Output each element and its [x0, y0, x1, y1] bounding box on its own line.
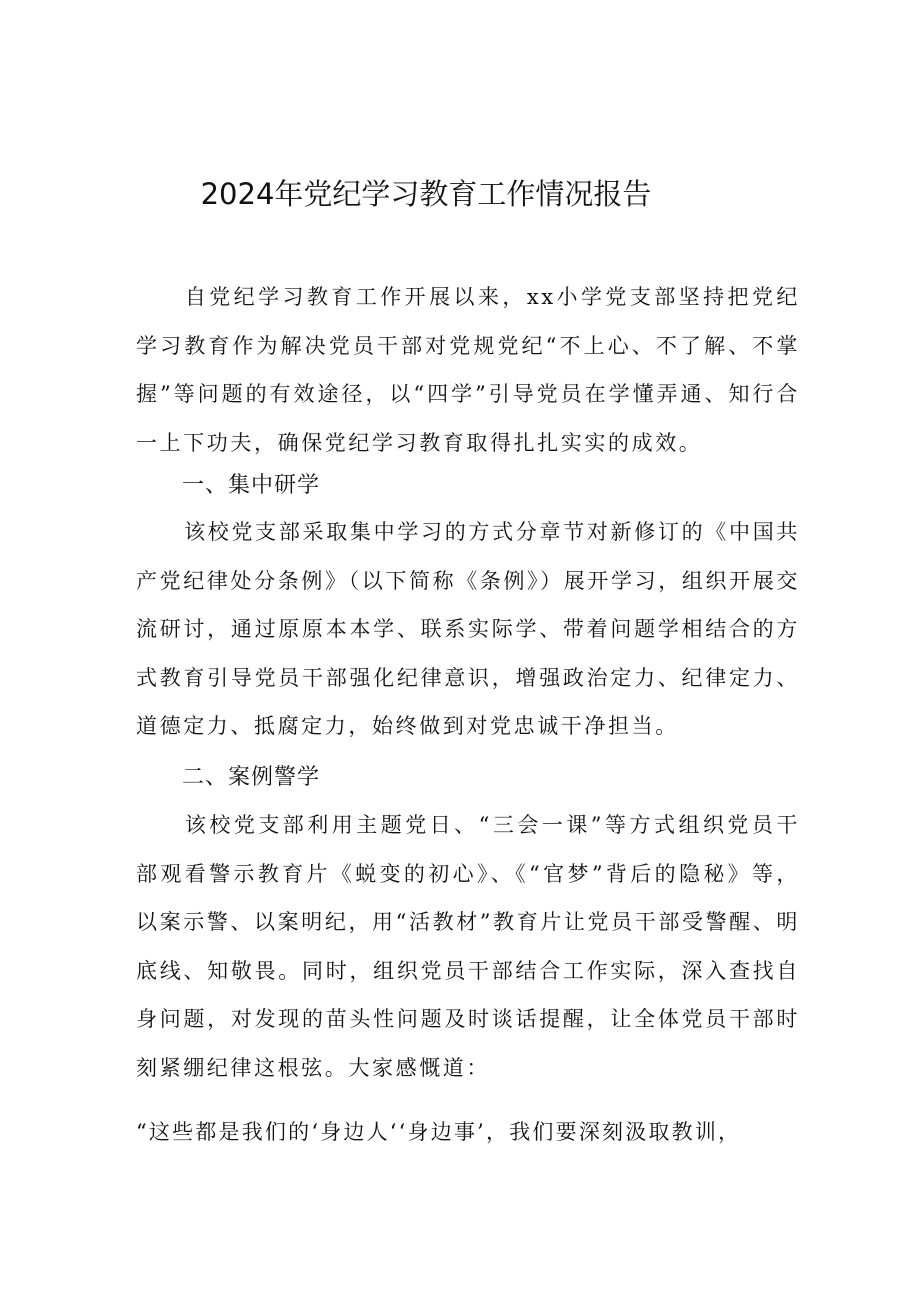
quote-line: “这些都是我们的‘身边人‘‘身边事’，我们要深刻汲取教训，: [136, 1120, 742, 1144]
section-heading-1: 一、集中研学: [182, 473, 321, 498]
document-title: 2024年党纪学习教育工作情况报告: [200, 177, 652, 211]
intro-text: 自党纪学习教育工作开展以来，xx小学党支部坚持把党纪学习教育作为解决党员干部对党规党纪“不上心、不了解、不掌握”等问题的有效途径，以“四学”引导党员在学懂弄通、知行合一上下功夫，确保党纪学习教育取得扎扎实实的成效。: [136, 285, 800, 455]
section-text-1: 该校党支部采取集中学习的方式分章节对新修订的《中国共产党纪律处分条例》（以下简称《条例》）展开学习，组织开展交流研讨，通过原原本本学、联系实际学、带着问题学相结合的方式教育引导党员干部强化纪律意识，增强政治定力、纪律定力、道德定力、抵腐定力，始终做到对党忠诚干净担当。: [136, 520, 800, 738]
section-text-2: 该校党支部利用主题党日、“三会一课”等方式组织党员干部观看警示教育片《蜕变的初心》、《“官梦”背后的隐秘》等，以案示警、以案明纪，用“活教材”教育片让党员干部受警醒、明底线、知敬畏。同时，组织党员干部结合工作实际，深入查找自身问题，对发现的苗头性问题及时谈话提醒，让全体党员干部时刻紧绷纪律这根弦。大家感慨道：: [136, 813, 800, 1080]
section-heading-2: 二、案例警学: [182, 765, 321, 790]
intro-paragraph: [136, 273, 800, 467]
section-body-1: [136, 508, 800, 751]
section-body-2: [136, 801, 800, 1092]
